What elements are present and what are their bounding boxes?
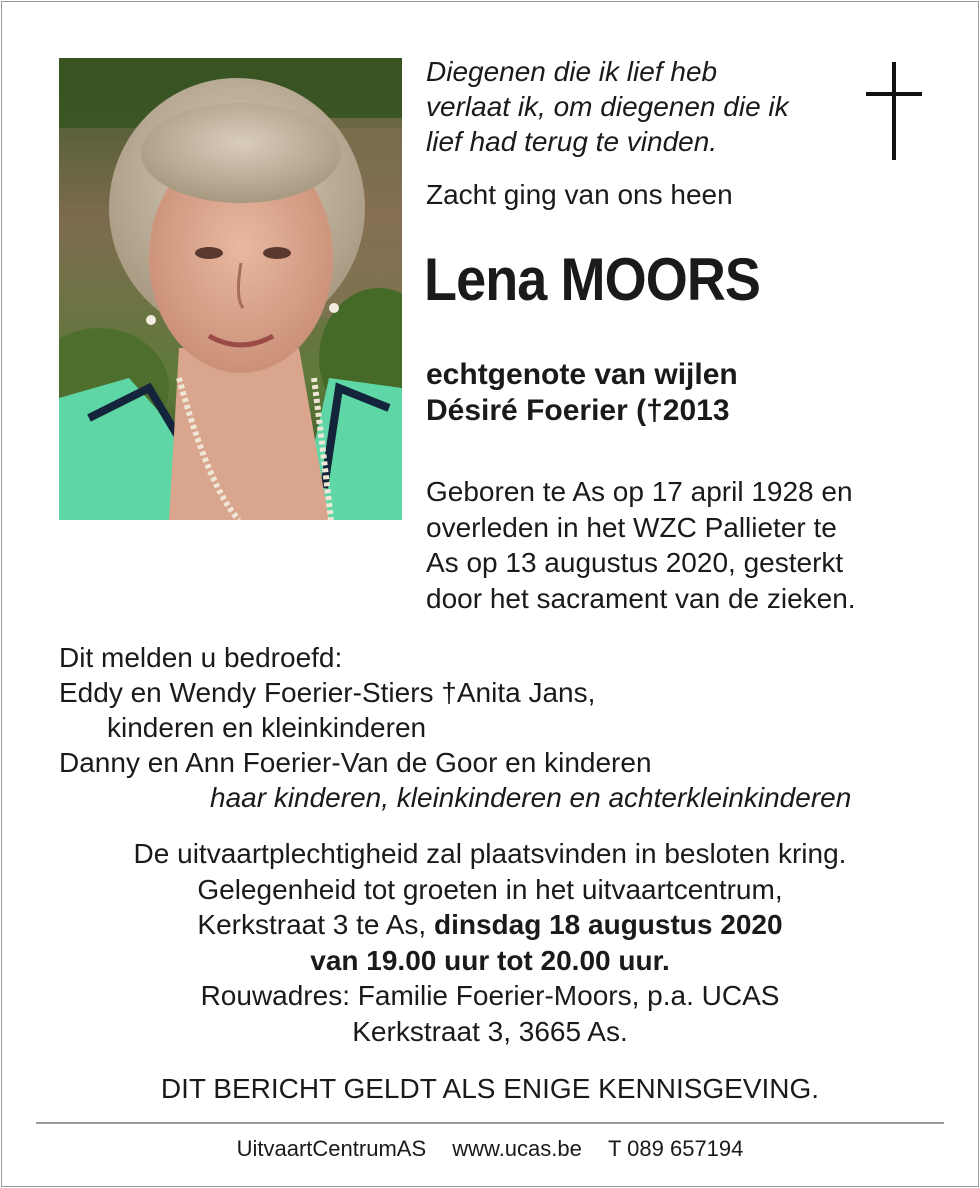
family-line: kinderen en kleinkinderen [107,712,427,743]
family-line-italic: haar kinderen, kleinkinderen en achterkleinkinderen [210,782,852,813]
family-line: Eddy en Wendy Foerier-Stiers †Anita Jans, [59,677,596,708]
service-time: van 19.00 uur tot 20.00 uur. [310,944,670,976]
deceased-name: Lena MOORS [424,246,761,313]
divider [36,1122,944,1124]
birth-death-info [426,474,856,616]
quote-line: lief had terug te vinden. [426,126,718,157]
footer-company: UitvaartCentrumAS [236,1136,427,1161]
family-header: Dit melden u bedroefd: [59,642,343,673]
notice-text: DIT BERICHT GELDT ALS ENIGE KENNISGEVING. [160,1073,820,1104]
spouse-info [426,357,738,429]
service-line: Gelegenheid tot groeten in het uitvaartcentrum, [197,873,783,905]
footer [0,1134,980,1164]
service-line: De uitvaartplechtigheid zal plaatsvinden in besloten kring. [133,838,847,869]
birth-line: overleden in het WZC Pallieter te [426,511,837,543]
birth-line: door het sacrament van de zieken. [426,582,856,614]
intro-text: Zacht ging van ons heen [426,179,733,210]
service-info [0,836,980,1049]
service-line: Rouwadres: Familie Foerier-Moors, p.a. UCAS [200,980,780,1011]
footer-website: www.ucas.be [452,1136,582,1161]
service-line: Kerkstraat 3, 3665 As. [352,1015,628,1047]
quote-line: verlaat ik, om diegenen die ik [426,91,789,122]
service-address: Kerkstraat 3 te As, [197,909,434,940]
family-line: Danny en Ann Foerier-Van de Goor en kinderen [59,747,652,778]
service-line [0,907,980,943]
birth-line: Geboren te As op 17 april 1928 en [426,476,853,507]
quote-line: Diegenen die ik lief heb [426,56,718,87]
service-date: dinsdag 18 augustus 2020 [433,909,783,940]
footer-phone: T 089 657194 [608,1136,744,1161]
portrait-photo [59,58,402,520]
cross-icon [866,62,922,160]
spouse-line: echtgenote van wijlen [426,358,738,391]
quote [426,54,866,159]
spouse-line: Désiré Foerier (†2013 [426,394,730,427]
family-list [59,640,652,780]
birth-line: As op 13 augustus 2020, gesterkt [426,547,844,578]
